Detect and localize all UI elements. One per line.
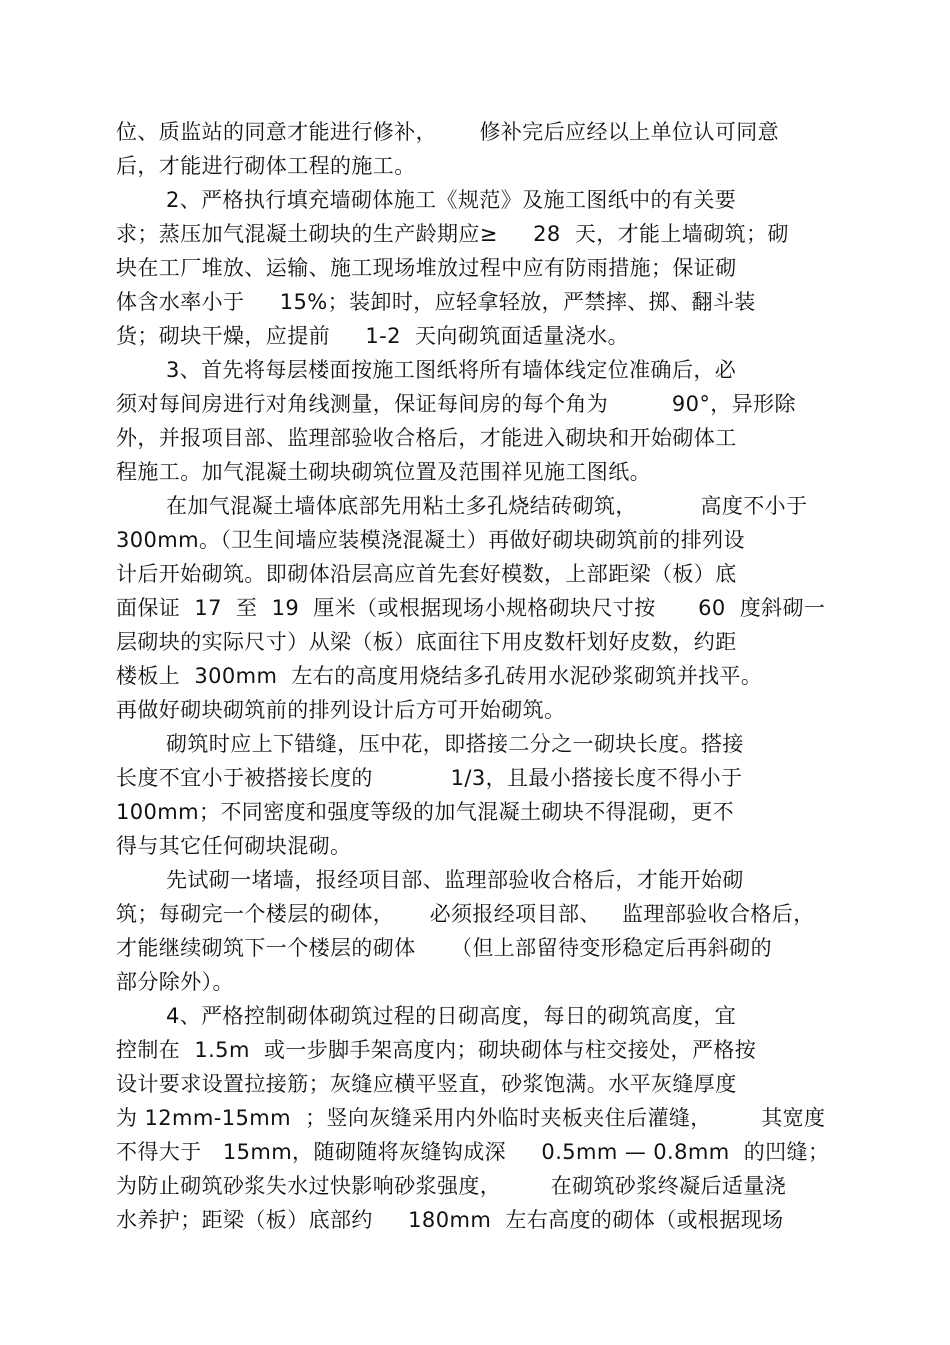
text-line-10: 外，并报项目部、监理部验收合格后，才能进入砌块和开始砌体工 xyxy=(116,426,737,450)
text-line-29: 设计要求设置拉接筋；灰缝应横平竖直，砂浆饱满。水平灰缝厚度 xyxy=(116,1072,737,1096)
text-line-26: 部分除外）。 xyxy=(116,970,234,994)
text-line-9: 须对每间房进行对角线测量，保证每间房的每个角为 90°，异形除 xyxy=(116,392,796,416)
text-line-5: 块在工厂堆放、运输、施工现场堆放过程中应有防雨措施；保证砌 xyxy=(116,256,737,280)
text-line-23: 先试砌一堵墙，报经项目部、监理部验收合格后，才能开始砌 xyxy=(166,868,744,892)
text-line-28: 控制在 1.5m 或一步脚手架高度内；砌块砌体与柱交接处，严格按 xyxy=(116,1038,757,1062)
text-line-2: 后，才能进行砌体工程的施工。 xyxy=(116,154,416,178)
text-line-13: 300mm。（卫生间墙应装模浇混凝土）再做好砌块砌筑前的排列设 xyxy=(116,528,745,552)
text-line-6: 体含水率小于 15%；装卸时，应轻拿轻放，严禁摔、掷、翻斗装 xyxy=(116,290,756,314)
text-line-14: 计后开始砌筑。即砌体沿层高应首先套好模数，上部距梁（板）底 xyxy=(116,562,737,586)
text-line-27: 4、严格控制砌体砌筑过程的日砌高度，每日的砌筑高度，宜 xyxy=(166,1004,737,1028)
text-line-32: 为防止砌筑砂浆失水过快影响砂浆强度， 在砌筑砂浆终凝后适量浇 xyxy=(116,1174,787,1198)
text-line-31: 不得大于 15mm，随砌随将灰缝钩成深 0.5mm — 0.8mm 的凹缝； xyxy=(116,1140,830,1164)
text-line-15: 面保证 17 至 19 厘米（或根据现场小规格砌块尺寸按 60 度斜砌一 xyxy=(116,596,826,620)
text-line-33: 水养护；距梁（板）底部约 180mm 左右高度的砌体（或根据现场 xyxy=(116,1208,784,1232)
text-line-24: 筑；每砌完一个楼层的砌体， 必须报经项目部、 监理部验收合格后， xyxy=(116,902,815,926)
text-line-8: 3、首先将每层楼面按施工图纸将所有墙体线定位准确后，必 xyxy=(166,358,737,382)
text-line-16: 层砌块的实际尺寸）从梁（板）底面往下用皮数杆划好皮数，约距 xyxy=(116,630,737,654)
text-line-21: 100mm；不同密度和强度等级的加气混凝土砌块不得混砌，更不 xyxy=(116,800,734,824)
text-line-7: 货；砌块干燥，应提前 1-2 天向砌筑面适量浇水。 xyxy=(116,324,630,348)
text-line-3: 2、严格执行填充墙砌体施工《规范》及施工图纸中的有关要 xyxy=(166,188,737,212)
text-line-17: 楼板上 300mm 左右的高度用烧结多孔砖用水泥砂浆砌筑并找平。 xyxy=(116,664,763,688)
text-line-1: 位、质监站的同意才能进行修补， 修补完后应经以上单位认可同意 xyxy=(116,120,780,144)
text-line-12: 在加气混凝土墙体底部先用粘土多孔烧结砖砌筑， 高度不小于 xyxy=(166,494,808,518)
text-line-20: 长度不宜小于被搭接长度的 1/3，且最小搭接长度不得小于 xyxy=(116,766,743,790)
text-line-4: 求；蒸压加气混凝土砌块的生产龄期应≥ 28 天，才能上墙砌筑；砌 xyxy=(116,222,789,246)
text-line-18: 再做好砌块砌筑前的排列设计后方可开始砌筑。 xyxy=(116,698,566,722)
text-line-11: 程施工。加气混凝土砌块砌筑位置及范围祥见施工图纸。 xyxy=(116,460,651,484)
text-line-25: 才能继续砌筑下一个楼层的砌体 （但上部留待变形稳定后再斜砌的 xyxy=(116,936,772,960)
text-line-30: 为 12mm-15mm ；竖向灰缝采用内外临时夹板夹住后灌缝， 其宽度 xyxy=(116,1106,826,1130)
text-line-19: 砌筑时应上下错缝，压中花，即搭接二分之一砌块长度。搭接 xyxy=(166,732,744,756)
text-line-22: 得与其它任何砌块混砌。 xyxy=(116,834,352,858)
